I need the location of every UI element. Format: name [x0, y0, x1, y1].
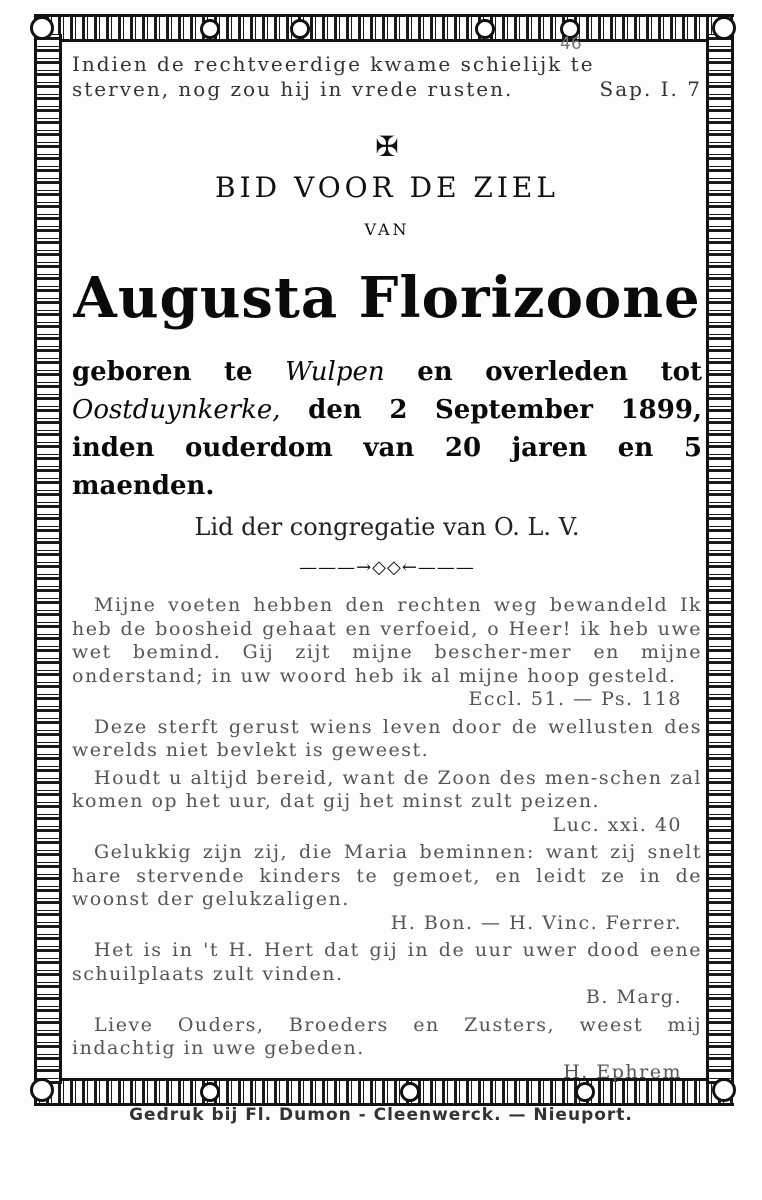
age-at-death: inden ouderdom van 20 jaren en 5 maenden.: [72, 433, 702, 501]
deceased-name: Augusta Florizoone: [73, 265, 701, 331]
ornamental-border-right: [706, 34, 734, 1084]
verse-text: Lieve Ouders, Broeders en Zusters, weest mij indachtig in uwe gebeden.: [72, 1013, 702, 1059]
verse: [72, 841, 702, 935]
biography: [72, 353, 702, 505]
death-date: den 2 September 1899,: [308, 395, 702, 425]
prayer-heading: BID VOOR DE ZIEL: [215, 171, 559, 204]
corner-ornament: [712, 1078, 736, 1102]
congregation-line: Lid der congregatie van O. L. V.: [194, 513, 580, 541]
ornamental-divider: ———→◇◇←———: [299, 557, 475, 578]
verse-text: Mijne voeten hebben den rechten weg bewandeld Ik heb de boosheid gehaat en verfoeid, o Heer! ik heb uwe wet bemind. Gij zijt mijne bescher-mer en mijne onderstand; in uw woord heb ik al mijne hoop gesteld.: [72, 594, 702, 687]
corner-ornament: [30, 1078, 54, 1102]
ornamental-border-top: [34, 14, 734, 42]
border-knot: [290, 19, 310, 39]
corner-ornament: [30, 16, 54, 40]
epigraph-reference: Sap. I. 7: [599, 77, 702, 101]
verse-text: Houdt u altijd bereid, want de Zoon des men-schen zal komen op het uur, dat gij het minst zult peizen.: [72, 766, 702, 812]
death-place: Oostduynkerke,: [72, 395, 281, 425]
died-prefix: en overleden tot: [417, 357, 702, 387]
verse: [72, 767, 702, 838]
verse-text: Het is in 't H. Hert dat gij in de uur uwer dood eene schuilplaats zult vinden.: [72, 939, 702, 985]
birth-place: Wulpen: [285, 357, 385, 387]
verse-text: Deze sterft gerust wiens leven door de wellusten des werelds niet bevlekt is geweest.: [72, 715, 702, 761]
verse-source: H. Bon. — H. Vinc. Ferrer.: [390, 911, 682, 934]
verse-source: Luc. xxi. 40: [552, 813, 682, 836]
card-content: [72, 52, 702, 1088]
verse: [72, 594, 702, 712]
corner-ornament: [712, 16, 736, 40]
verse: [72, 1014, 702, 1085]
epigraph: [72, 52, 702, 102]
verse-text: Gelukkig zijn zij, die Maria beminnen: want zij snelt hare stervende kinders te gemoet, en leidt ze in de woonst der gelukzaligen.: [72, 841, 702, 910]
ornamental-border-left: [34, 34, 62, 1084]
born-prefix: geboren te: [72, 357, 253, 387]
verses: [72, 594, 702, 1084]
verse-source: Eccl. 51. — Ps. 118: [468, 688, 682, 710]
epigraph-line-1: Indien de rechtveerdige kwame schielijk te: [72, 52, 595, 76]
verse-source: H. Ephrem: [563, 1060, 682, 1083]
border-knot: [475, 19, 495, 39]
border-knot: [200, 19, 220, 39]
cross-icon: ✠: [375, 130, 399, 163]
pencil-note: 46: [560, 34, 582, 54]
verse: [72, 716, 702, 763]
printer-imprint: Gedruk bij Fl. Dumon - Cleenwerck. — Nieuport.: [129, 1105, 633, 1125]
verse: [72, 939, 702, 1010]
van-label: VAN: [364, 220, 410, 239]
epigraph-line-2-text: sterven, nog zou hij in vrede rusten.: [72, 77, 514, 101]
verse-source: B. Marg.: [585, 986, 682, 1008]
epigraph-line-2: [72, 77, 702, 102]
